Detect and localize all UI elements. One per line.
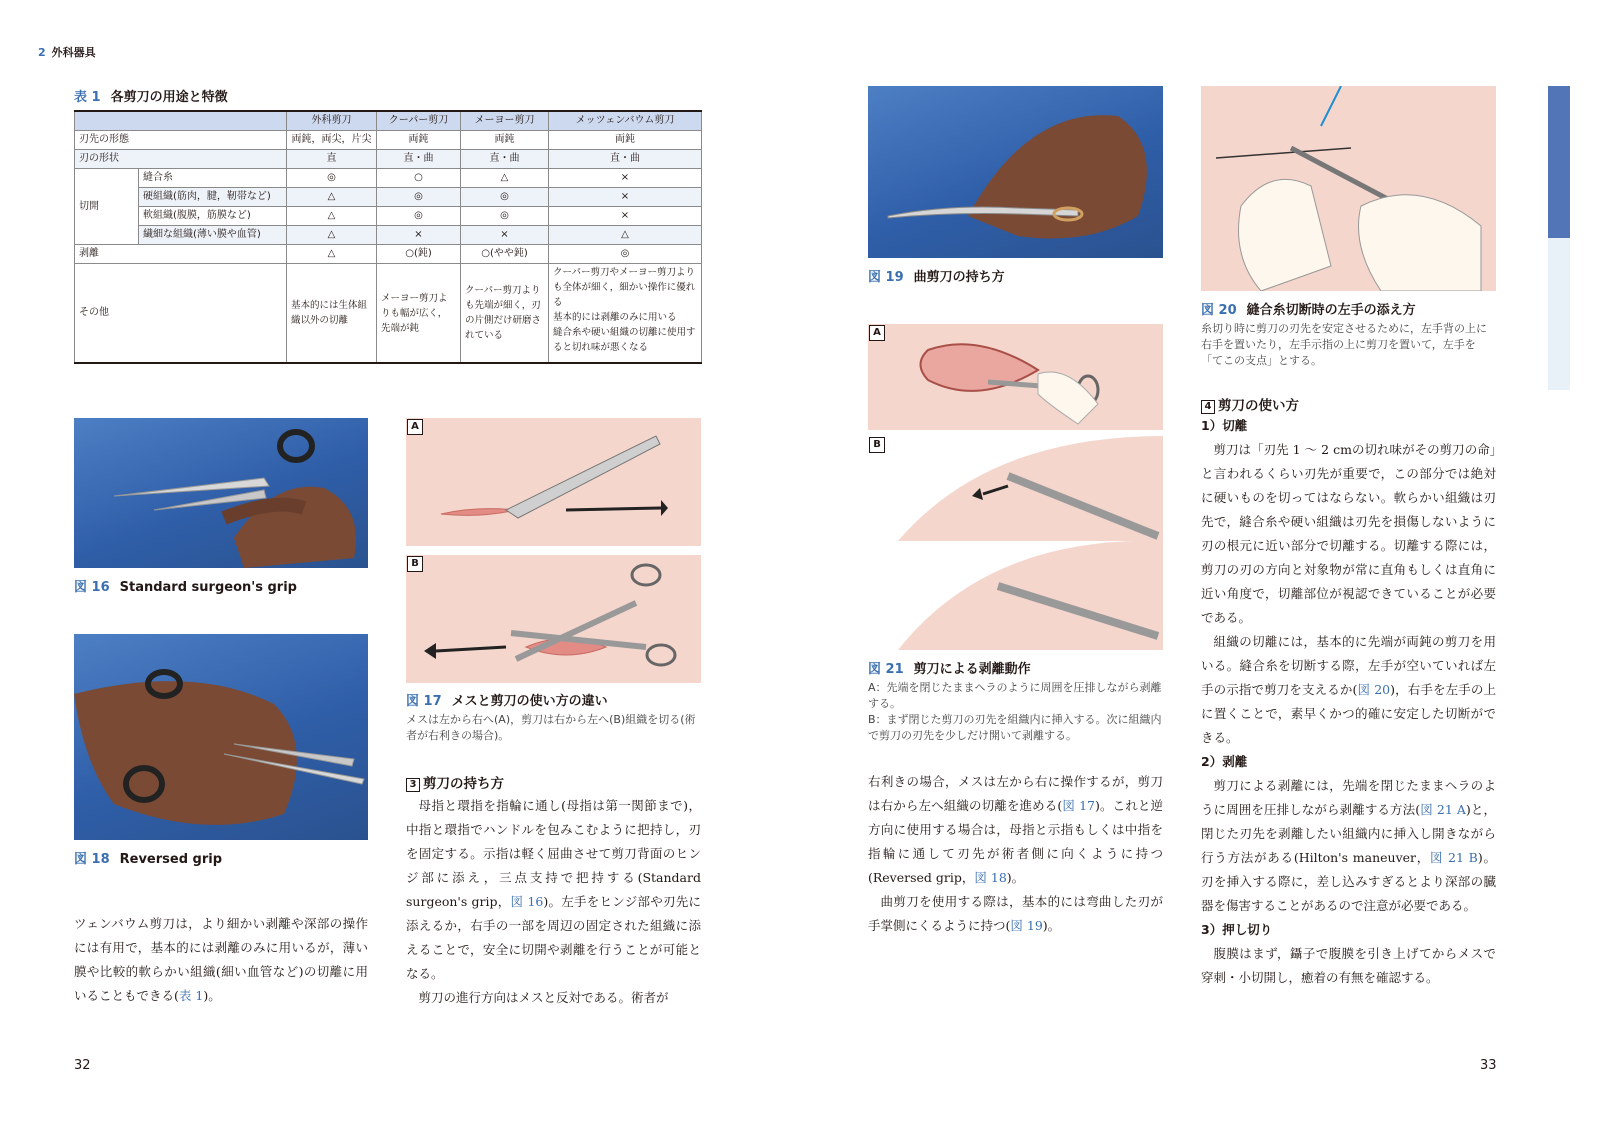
table-cell: ◎ [549, 245, 702, 264]
paragraph: 剪刀の進行方向はメスと反対である。術者が [418, 990, 669, 1005]
note-line: クーパー剪刀やメーヨー剪刀よりも全体が細く，細かい操作に優れる [553, 267, 696, 308]
chapter-title: 外科器具 [51, 46, 96, 59]
fig17b-illustration [406, 555, 701, 683]
row-label: 軟組織(腹膜，筋膜など) [139, 207, 287, 226]
scissors-cut-drawing [406, 555, 701, 683]
fig20-illustration [1201, 86, 1496, 291]
text-run: )。左手をヒンジ部や刃先に添えるか，右手の一部を周辺の固定された組織に添えることで，安全に切開や剥離を行うことが可能となる。 [406, 894, 701, 981]
fig20-caption [1201, 299, 1416, 318]
running-header [38, 44, 96, 60]
figure-reference-link[interactable]: 図 21 A [1420, 802, 1466, 817]
table-row [75, 188, 702, 207]
table-cell: 直・曲 [461, 150, 549, 169]
fig16-photo [74, 418, 368, 568]
table-title [74, 86, 228, 105]
table-cell: × [549, 188, 702, 207]
fig21-caption [868, 658, 1031, 677]
text-run: 剪刀による剥離には，先端を閉じたままヘラのように周囲を圧排しながら剥離する方法( [1201, 778, 1496, 817]
row-label: 硬組織(筋肉，腱，靭帯など) [139, 188, 287, 207]
fig21a-illustration [868, 324, 1163, 430]
hilton-maneuver-drawing [868, 436, 1163, 650]
fig21-description [868, 680, 1163, 744]
note-line: 縫合糸や硬い組織の切離に使用すると切れ味が悪くなる [553, 327, 696, 353]
note-line: 基本的には剥離のみに用いる [553, 312, 677, 323]
suture-cutting-drawing [1201, 86, 1496, 291]
table-row [75, 169, 702, 188]
table-row [75, 226, 702, 245]
table-cell: 直・曲 [549, 150, 702, 169]
col-header: メーヨー剪刀 [461, 111, 549, 131]
section-title: 剪刀の持ち方 [423, 776, 504, 792]
table-cell: × [461, 226, 549, 245]
fig18-photo [74, 634, 368, 840]
chapter-side-tab [1548, 86, 1570, 238]
section4-heading [1201, 394, 1299, 414]
figure-reference-link[interactable]: 図 18 [974, 870, 1007, 885]
fig21-desc-b: B：まず閉じた剪刀の刃先を組織内に挿入する。次に組織内で剪刀の刃先を少しだけ開いて剥離する。 [868, 713, 1162, 742]
figure-reference-link[interactable]: 図 19 [1010, 918, 1043, 933]
table-corner [75, 111, 287, 131]
fig20-title: 縫合糸切断時の左手の添え方 [1246, 303, 1416, 318]
row-label: その他 [75, 264, 287, 364]
figure-reference-link[interactable]: 図 21 B [1430, 850, 1478, 865]
table-row [75, 131, 702, 150]
fig20-label: 図 20 [1201, 303, 1237, 318]
row-label: 剥離 [75, 245, 287, 264]
col-header: メッツェンバウム剪刀 [549, 111, 702, 131]
text-run: )，右手を左手の上に置くことで，素早くかつ的確に安定した切断ができる。 [1201, 682, 1496, 745]
chapter-side-tab-light [1548, 238, 1570, 390]
fig18-label: 図 18 [74, 852, 110, 867]
table-cell: △ [287, 188, 377, 207]
text-run: )。刃を挿入する際に，差し込みすぎるとより深部の臓器を傷害することがあるので注意が必要である。 [1201, 850, 1496, 913]
middle-column-text [868, 770, 1163, 938]
section3-heading [406, 772, 504, 792]
text-run: )。 [1042, 918, 1061, 933]
fig17-badge-b: B [407, 556, 423, 572]
fig18-caption [74, 848, 222, 867]
subheading: 1）切離 [1201, 418, 1248, 433]
table-cell: 両鈍 [461, 131, 549, 150]
text-run: 組織の切離には，基本的に先端が両鈍の剪刀を用いる。縫合糸を切断する際，左手が空いていれば左手の示指で剪刀を支えるか( [1201, 634, 1496, 697]
fig16-caption [74, 576, 297, 595]
table-row [75, 245, 702, 264]
table-cell: 両鈍 [549, 131, 702, 150]
fig17a-illustration [406, 418, 701, 546]
table-label: 表 1 [74, 90, 101, 105]
blunt-dissection-drawing [868, 324, 1163, 430]
row-label: 繊細な組織(薄い膜や血管) [139, 226, 287, 245]
row-label: 刃先の形態 [75, 131, 287, 150]
fig21-desc-a: A：先端を閉じたままヘラのように周囲を圧排しながら剥離する。 [868, 681, 1162, 710]
row-group-label: 切開 [75, 169, 139, 245]
text-run: )。 [203, 988, 221, 1003]
table-reference-link[interactable]: 表 1 [178, 988, 204, 1003]
text-run: 右利きの場合，メスは左から右に操作するが，剪刀は右から左へ組織の切離を進める( [868, 774, 1163, 813]
table-cell: × [549, 207, 702, 226]
text-run: )。これと逆方向に使用する場合は，母指と示指もしくは中指を指輪に通して刃先が術者側に向くように持つ(Reversed grip， [868, 798, 1163, 885]
table-cell: △ [287, 207, 377, 226]
page-number-right: 33 [1480, 1058, 1497, 1073]
row-label: 縫合糸 [139, 169, 287, 188]
section-title: 剪刀の使い方 [1218, 398, 1299, 414]
subheading: 3）押し切り [1201, 922, 1273, 937]
table-cell: クーパー剪刀よりも先端が細く，刃の片側だけ研磨されている [461, 264, 549, 364]
curved-scissors-illustration [868, 86, 1163, 258]
fig18-title: Reversed grip [119, 852, 223, 867]
fig19-caption [868, 266, 1005, 285]
col-header: 外科剪刀 [287, 111, 377, 131]
figure-reference-link[interactable]: 図 16 [510, 894, 544, 909]
subheading: 2）剥離 [1201, 754, 1248, 769]
table-cell: ◎ [461, 188, 549, 207]
table-cell: 直 [287, 150, 377, 169]
table-cell: ◎ [287, 169, 377, 188]
fig16-label: 図 16 [74, 580, 110, 595]
chapter-number: 2 [38, 46, 46, 59]
paragraph: 腹膜はまず，鑷子で腹膜を引き上げてからメスで穿刺・小切開し，癒着の有無を確認する。 [1201, 946, 1496, 985]
table-cell: × [377, 226, 461, 245]
table-cell [549, 264, 702, 364]
fig21-title: 剪刀による剥離動作 [913, 662, 1031, 677]
fig17-badge-a: A [407, 419, 423, 435]
paragraph: 剪刀は「刃先 1 ～ 2 cmの切れ味がその剪刀の命」と言われるくらい刃先が重要で，この部分では絶対に硬いものを切ってはならない。軟らかい組織は刃先で，縫合糸や硬い組織は刃先を損傷しないように刃の根元に近い部分で切離する。切離する際には，剪刀の刃の方向と対象物が常に直角もしくは直角に近い角度で，切離部位が視認できていることが必要である。 [1201, 442, 1496, 625]
table-title-text: 各剪刀の用途と特徴 [110, 90, 228, 105]
table-row [75, 150, 702, 169]
table-row [75, 264, 702, 364]
fig17-caption [406, 690, 608, 709]
fig17-title: メスと剪刀の使い方の違い [451, 694, 608, 709]
text-run: )。 [1006, 870, 1025, 885]
table-cell: 基本的には生体組織以外の切離 [287, 264, 377, 364]
table-cell: △ [287, 245, 377, 264]
table-cell: × [549, 169, 702, 188]
fig17-label: 図 17 [406, 694, 442, 709]
fig20-description: 糸切り時に剪刀の刃先を安定させるために，左手背の上に右手を置いたり，左手示指の上に剪刀を置いて，左手を「てこの支点」とする。 [1201, 322, 1487, 367]
table-cell: ○(鈍) [377, 245, 461, 264]
fig21-badge-a: A [869, 325, 885, 341]
table-cell: ○(やや鈍) [461, 245, 549, 264]
table-cell: ◎ [377, 207, 461, 226]
table-row [75, 207, 702, 226]
text-run: )と，閉じた刃先を剥離したい組織内に挿入し開きながら行う方法がある(Hilton's maneuver， [1201, 802, 1496, 865]
scissors-grip-illustration [74, 418, 368, 568]
left-column-text [74, 912, 368, 1008]
fig19-title: 曲剪刀の持ち方 [913, 270, 1005, 285]
section-number: 3 [406, 778, 420, 792]
table-cell: ◎ [377, 188, 461, 207]
table-cell: 直・曲 [377, 150, 461, 169]
text-run: ツェンバウム剪刀は，より細かい剥離や深部の操作には有用で，基本的には剥離のみに用いるが，薄い膜や比較的軟らかい組織(細い血管など)の切離に用いることもできる( [74, 916, 368, 1003]
page-number-left: 32 [74, 1058, 91, 1073]
table-cell: ○ [377, 169, 461, 188]
scissors-table [74, 110, 702, 364]
fig21-label: 図 21 [868, 662, 904, 677]
fig16-title: Standard surgeon's grip [119, 580, 297, 595]
col-header: クーパー剪刀 [377, 111, 461, 131]
figure-reference-link[interactable]: 図 17 [1062, 798, 1095, 813]
reversed-grip-illustration [74, 634, 368, 840]
fig17-description: メスは左から右へ(A)，剪刀は右から左へ(B)組織を切る(術者が右利きの場合)。 [406, 713, 696, 742]
section4-text [1201, 414, 1496, 990]
text-run: 曲剪刀を使用する際は，基本的には弯曲した刃が手掌側にくるように持つ( [868, 894, 1163, 933]
figure-reference-link[interactable]: 図 20 [1357, 682, 1391, 697]
table-cell: △ [287, 226, 377, 245]
table-cell: メーヨー剪刀よりも幅が広く，先端が鈍 [377, 264, 461, 364]
text-run: 母指と環指を指輪に通し(母指は第一関節まで)，中指と環指でハンドルを包みこむように把持し，刃を固定する。示指は軽く屈曲させて剪刀背面のヒンジ部に添え，三点支持で把持する(Standard surgeon's grip， [406, 798, 701, 909]
table-cell: ◎ [461, 207, 549, 226]
table-cell: 両鈍 [377, 131, 461, 150]
table-cell: 両鈍，両尖，片尖 [287, 131, 377, 150]
fig19-label: 図 19 [868, 270, 904, 285]
row-label: 刃の形状 [75, 150, 287, 169]
fig21b-illustration [868, 436, 1163, 650]
scalpel-drawing [406, 418, 701, 546]
section3-text [406, 794, 701, 1010]
table-cell: △ [461, 169, 549, 188]
fig19-photo [868, 86, 1163, 258]
section-number: 4 [1201, 400, 1215, 414]
table-cell: △ [549, 226, 702, 245]
fig21-badge-b: B [869, 437, 885, 453]
